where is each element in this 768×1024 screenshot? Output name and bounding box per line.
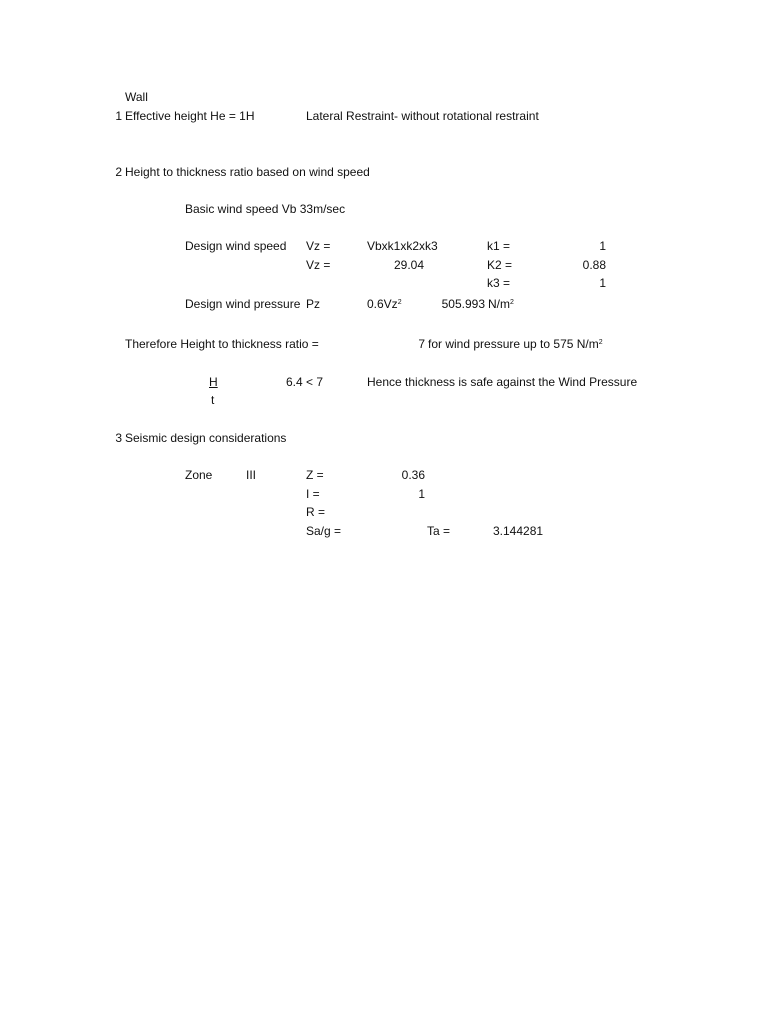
k1-label: k1 = bbox=[487, 239, 511, 253]
z-value: 0.36 bbox=[401, 468, 425, 482]
k3-value: 1 bbox=[599, 276, 606, 290]
h-numerator: H bbox=[209, 375, 218, 389]
k2-label: K2 = bbox=[487, 258, 513, 272]
section-2-heading: Height to thickness ratio based on wind speed bbox=[125, 165, 370, 179]
design-wind-pressure-label: Design wind pressure bbox=[185, 297, 301, 311]
k2-value: 0.88 bbox=[582, 258, 606, 272]
vz-formula: Vbxk1xk2xk3 bbox=[367, 239, 438, 253]
i-value: 1 bbox=[418, 487, 425, 501]
ta-value: 3.144281 bbox=[493, 524, 544, 538]
r-label: R = bbox=[306, 505, 326, 519]
vz-value: 29.04 bbox=[393, 258, 424, 272]
section-1-number: 1 bbox=[115, 109, 122, 123]
section-3-number: 3 bbox=[115, 431, 122, 445]
t-denominator: t bbox=[211, 393, 215, 407]
k3-label: k3 = bbox=[487, 276, 511, 290]
pz-unit-base: N/m bbox=[488, 297, 510, 311]
vz-equals-label-2: Vz = bbox=[306, 258, 331, 272]
superscript-2: 2 bbox=[598, 339, 603, 346]
pz-value: 505.993 bbox=[441, 297, 485, 311]
superscript-2: 2 bbox=[510, 299, 514, 306]
section-2-number: 2 bbox=[115, 165, 122, 179]
pz-unit bbox=[488, 297, 514, 311]
sa-g-label: Sa/g = bbox=[306, 524, 342, 538]
i-label: I = bbox=[306, 487, 320, 501]
pz-label: Pz bbox=[306, 297, 321, 311]
pz-formula-base: 0.6Vz bbox=[367, 297, 398, 311]
z-label: Z = bbox=[306, 468, 324, 482]
ratio-value: 7 bbox=[418, 337, 425, 351]
ta-label: Ta = bbox=[427, 524, 451, 538]
zone-label: Zone bbox=[185, 468, 213, 482]
ratio-label: Therefore Height to thickness ratio = bbox=[125, 337, 319, 351]
ratio-check: 6.4 < 7 bbox=[286, 375, 324, 389]
pz-formula bbox=[367, 297, 402, 311]
ratio-note-text: for wind pressure up to 575 N/m bbox=[428, 337, 599, 351]
restraint-note: Lateral Restraint- without rotational restraint bbox=[306, 109, 539, 123]
ratio-note bbox=[428, 337, 603, 351]
effective-height-label: Effective height He = 1H bbox=[125, 109, 255, 123]
zone-value: III bbox=[246, 468, 257, 482]
basic-wind-speed: Basic wind speed Vb 33m/sec bbox=[185, 202, 346, 216]
design-wind-speed-label: Design wind speed bbox=[185, 239, 287, 253]
document-title: Wall bbox=[125, 90, 148, 104]
superscript-2: 2 bbox=[397, 299, 402, 306]
k1-value: 1 bbox=[599, 239, 606, 253]
vz-equals-label: Vz = bbox=[306, 239, 331, 253]
section-3-heading: Seismic design considerations bbox=[125, 431, 287, 445]
safety-result: Hence thickness is safe against the Wind Pressure bbox=[367, 375, 638, 389]
